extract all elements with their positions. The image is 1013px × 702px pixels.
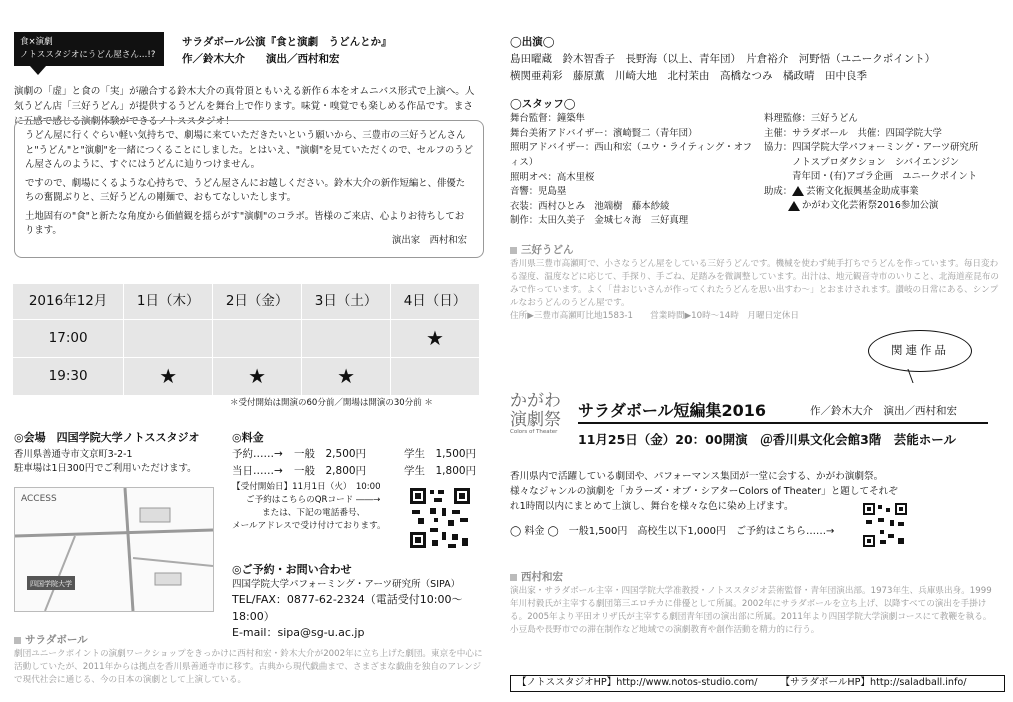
salad-heading-text: サラダボール [25,634,88,646]
message-paragraph: 土地固有の"食"と新たな角度から価値観を揺らがす"演劇"のコラボ。皆様のご来店、心よりお待ちしております。 [25,210,465,237]
schedule-time: 17:00 [13,320,124,358]
schedule-mark: ★ [302,358,391,396]
miyoshi-body [510,258,1000,322]
miyoshi-info: 住所▶三豊市高瀬町比地1583-1 営業時間▶10時～14時 月曜日定休日 [510,310,799,321]
schedule-header-row [13,284,480,320]
square-bullet-icon [510,247,517,254]
salad-heading [14,633,88,647]
contact-org: 四国学院大学パフォーミング・アーツ研究所（SIPA） [232,578,461,590]
miyoshi-heading-text: 三好うどん [521,244,574,256]
fee-general: 一般 2,800円 [294,464,367,477]
staff-right [764,112,1009,214]
support-line [764,199,1009,214]
fee-type: 当日‥‥‥→ [232,464,283,477]
saladball-link[interactable]: 【サラダボールHP】http://saladball.info/ [780,677,967,688]
map-drawing [15,488,213,611]
schedule-mark: ★ [124,358,213,396]
message-paragraph: うどん屋に行くぐらい軽い気持ちで、劇場に来ていただきたいという願いから、三豊市の三好うどんさんと"うどん"と"演劇"を一緒につくることにしました。とはいえ、"演劇"を見ていただくので、セルフのうどん屋さんのように、すぐにはうどんに辿りつけません。 [25,130,473,171]
schedule-day: 1日（木） [124,284,213,320]
map-building-label: 四国学院大学 [30,580,72,588]
staff-line: 主催：サラダボール 共催：四国学院大学 [764,127,942,139]
fee-note-line: または、下記の電話番号、 [262,508,366,519]
short-works-qr-code[interactable] [862,502,908,548]
schedule-day: 4日（日） [391,284,480,320]
schedule-mark: ★ [213,358,302,396]
staff-line: 制作：太田久美子 金城七々海 三好真理 [510,215,689,227]
staff-heading: ◯スタッフ◯ [510,98,576,110]
staff-line: 照明アドバイザー：西山和宏（ユウ・ライティング・オフィス） [510,142,753,168]
staff-line: ノトスプロダクション シバイエンジン [764,156,960,168]
fee-general: 一般 2,500円 [294,447,367,460]
schedule-mark: ★ [391,320,480,358]
venue-parking: 駐車場は1日300円でご利用いただけます。 [14,462,197,474]
staff-line: 音響：児島塁 [510,186,567,198]
short-works-description: 香川県内で活躍している劇団や、パフォーマンス集団が一堂に会する、かがわ演劇祭。様々なジャンルの演劇を「カラーズ・オブ・シアターColors of Theater」と題してそれぞれ1時間以内にまとめて上演し、舞台を様々な色に染め上げます。 [510,471,898,512]
staff-line: 料理監修：三好うどん [764,113,858,124]
logo-line2: 演劇祭 [510,409,561,430]
staff-line: 舞台監督：鐘築隼 [510,113,586,125]
performance-title: サラダボール公演『食と演劇 うどんとか』 [182,36,392,48]
event-badge [14,32,164,66]
fee-note-line: メールアドレスで受け付けております。 [232,521,386,532]
schedule-mark [391,358,480,396]
logo-sub: Colors of Theater [510,429,558,436]
square-bullet-icon [510,574,517,581]
fee-type: 予約‥‥‥→ [232,447,283,460]
cast-heading: ◯出演◯ [510,36,555,48]
fee-student: 学生 1,800円 [404,464,477,477]
kagawa-festival-logo-icon [788,201,800,211]
venue-detail [14,448,224,476]
cast-section [510,34,1000,84]
badge-tail [30,66,46,75]
map-label: ACCESS [21,494,57,504]
salad-body: 劇団ユニークポイントの演劇ワークショップをきっかけに西村和宏・鈴木大介が2002年に立ち上げた劇団。東京を中心に活動していたが、2011年からは拠点を香川県善通寺市に移す。古典から現代戯曲まで、さまざまな戯曲を独自のアレンジで現代社会に通じる、今の日本の演劇として上演している。 [14,649,483,685]
fee-row [232,446,492,463]
director-message [14,120,484,258]
staff-left [510,96,760,229]
cast-line: 横関亜莉彩 藤原薫 川崎大地 北村茉由 高橋なつみ 橘政晴 田中良季 [510,69,867,82]
schedule-day: 2日（金） [213,284,302,320]
miyoshi-heading [510,243,574,257]
kagawa-festival-logo [510,392,580,452]
title-block [182,34,392,69]
logo-line1: かがわ [510,391,561,411]
staff-line: 青年団・(有)アゴラ企画 ユニークポイント [764,171,978,183]
short-works-title: サラダボール短編集2016 [578,401,767,420]
support-text: 芸術文化振興基金助成事業 [806,185,919,197]
miyoshi-description: 香川県三豊市高瀬町で、小さなうどん屋をしている三好うどんです。機械を使わず純手打ちでうどんを作っています。毎日変わる湿度、温度などに応じて、手探り、手ごね、足踏みを微調整しています。出汁は、地元観音寺市のいりこと、北海道産昆布のみで作っています。よく「昔おじいさんが作ってくれたうどんを思い出すわ～」とおまけされます。讃岐の日常にある、シンプルなおうどんのうどん屋です。 [510,259,999,308]
schedule-month: 2016年12月 [13,284,124,320]
venue-heading: ◎会場 四国学院大学ノトススタジオ [14,431,200,444]
fee-student: 学生 1,500円 [404,447,477,460]
support-text: かがわ文化芸術祭2016参加公演 [802,200,939,212]
contact-tel: TEL/FAX：0877-62-2324（電話受付10:00～18:00） [232,593,463,623]
fee-note-line: ご予約はこちらのQRコード ――→ [246,495,381,506]
schedule-mark [124,320,213,358]
fees-heading: ◎料金 [232,431,264,444]
staff-line: 衣装：西村ひとみ 池端樹 藤本紗綾 [510,200,670,212]
nishimura-heading-text: 西村和宏 [521,571,563,583]
short-works-date: 11月25日（金）20：00開演 ＠香川県文化会館3階 芸能ホール [578,432,957,447]
notos-link[interactable]: 【ノトススタジオHP】http://www.notos-studio.com/ [517,677,758,688]
schedule-day: 3日（土） [302,284,391,320]
schedule-mark [302,320,391,358]
nishimura-body: 演出家・サラダボール主宰・四国学院大学准教授・ノトススタジオ芸術監督・青年団演出部。1973年生、兵庫県出身。1999年川村毅氏が主宰する劇団第三エロチカに俳優として所属。2002年にサラダボールを立ち上げ、以降すべての演出を手掛ける。2005年より平田オリザ氏が主宰する劇団青年団の演出部に所属。2011年より四国学院大学演劇コースにて教鞭を執る。小豆島や長野市での滞在制作など地域での演劇教育や創作活動を精力的に行う。 [510,586,992,635]
badge-line2: ノトススタジオにうどん屋さん…!? [20,49,156,60]
cast-line: 島田曜蔵 鈴木智香子 長野海（以上、青年団） 片倉裕介 河野悟（ユニークポイント） [510,52,936,65]
message-paragraph: ですので、劇場にくるような心持ちで、うどん屋さんにお越しください。鈴木大介の新作短編と、俳優たちの奮闘ぶりと、三好うどんの剛麺で、おもてなしいたします。 [25,177,466,204]
reservation-qr-code[interactable] [408,486,472,550]
square-bullet-icon [14,637,21,644]
schedule-time: 19:30 [13,358,124,396]
staff-line: 協力：四国学院大学パフォーミング・アーツ研究所 [764,142,979,154]
staff-line: 照明オペ：高木里桜 [510,171,595,183]
schedule-mark [213,320,302,358]
schedule-row [13,320,480,358]
schedule-note: ＊受付開始は開演の60分前／開場は開演の30分前 ＊ [230,398,433,408]
arts-fund-logo-icon [792,186,804,196]
short-works-credit: 作／鈴木大介 演出／西村和宏 [810,405,957,417]
related-works-bubble: 関連作品 [868,330,972,372]
short-works-fee: ◯ 料金 ◯ 一般1,500円 高校生以下1,000円 ご予約はこちら‥‥‥→ [510,526,835,537]
support-line [764,185,1009,200]
venue-address: 香川県善通寺市文京町3-2-1 [14,448,133,460]
access-map [14,487,214,612]
intro-text: 演劇の「虚」と食の「実」が融合する鈴木大介の真骨頂ともいえる新作６本をオムニバス形式で上演へ。人気うどん店「三好うどん」が提供するうどんを舞台上で作ります。味覚・嗅覚でも楽しめる作品です。まさに五感で感じる演劇体験ができるノトススタジオ！ [14,86,475,127]
schedule-row [13,358,480,396]
contact-section [232,563,492,642]
support-label: 助成： [764,185,793,197]
venue-section [14,431,224,476]
performance-credit: 作／鈴木大介 演出／西村和宏 [182,53,340,66]
contact-email[interactable]: E-mail：sipa@sg-u.ac.jp [232,626,365,640]
fee-note-line: 【受付開始日】11月1日（火） 10:00 [232,482,381,493]
fee-row [232,463,492,480]
title-rule [578,422,988,424]
website-links [510,675,1005,692]
badge-line1: 食×演劇 [20,37,53,47]
staff-line: 舞台美術アドバイザー：濱崎賢二（青年団） [510,127,698,139]
schedule-table [12,283,480,396]
contact-heading: ◎ご予約・お問い合わせ [232,563,352,576]
message-signature: 演出家 西村和宏 [391,235,467,247]
nishimura-heading [510,570,563,584]
